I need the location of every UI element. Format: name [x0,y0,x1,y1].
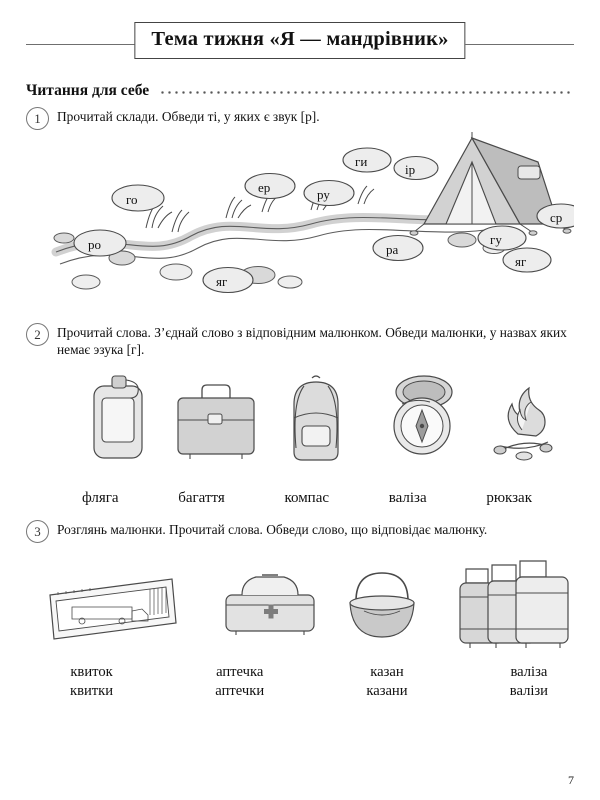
syllable-3[interactable]: яг [216,274,228,289]
word-aptechka[interactable]: аптечка [216,664,264,681]
syllable-4[interactable]: ер [258,180,271,195]
task-3 [26,519,574,543]
task-3-instruction: Розглянь малюнки. Прочитай слова. Обведи слово, що відповідає малюнку. [57,522,488,538]
camp-scene-svg [26,132,574,312]
word-flyaha[interactable]: фляга [82,490,119,507]
syllable-7[interactable]: ір [405,162,416,177]
word-column-kazan [366,663,407,699]
word-column-kvytok [70,663,113,699]
syllable-10[interactable]: ср [550,210,563,225]
backpack-icon [294,376,338,460]
syllable-6[interactable]: ги [355,154,368,169]
exercise-1-illustration [26,132,574,312]
page-title-box [134,22,465,59]
exercise-3-word-columns [26,663,574,699]
compass-icon [394,376,452,454]
task-1-number: 1 [26,107,49,130]
section-heading-label: Читання для себе [26,82,150,99]
syllable-5[interactable]: ру [317,187,330,202]
word-valiza[interactable]: валіза [388,490,427,507]
word-valizy[interactable]: валізи [509,682,548,699]
suitcase-icon [178,385,254,459]
campfire-icon [494,388,552,460]
word-kompas[interactable]: компас [284,490,330,507]
task-2-instruction: Прочитай слова. З’єднай слово з відповідним малюнком. Обведи малюнки, у назвах яких немає эзука [г]. [57,325,567,358]
exercise-2-word-list [26,490,574,507]
task-2-number: 2 [26,323,49,346]
word-ryukzak[interactable]: рюкзак [486,490,532,507]
train-ticket-icon [50,579,176,639]
first-aid-kit-icon [226,575,314,635]
page-title: Тема тижня «Я — мандрівник» [151,28,449,50]
task-2 [26,322,574,358]
syllable-11[interactable]: яг [515,254,527,269]
flask-icon [94,376,142,458]
syllable-2[interactable]: ро [88,237,101,252]
word-column-aptechka [215,663,264,699]
word-kvytok[interactable]: квиток [70,664,113,681]
section-dotted-rule [159,91,574,94]
section-heading [26,82,574,100]
task-1-instruction: Прочитай склади. Обведи ті, у яких є звук [р]. [57,109,320,124]
page-number: 7 [568,773,574,787]
syllable-8[interactable]: ра [386,242,399,257]
suitcases-icon [460,561,568,648]
task-1 [26,106,574,130]
syllable-9[interactable]: гу [490,232,502,247]
exercise-3-pictures [26,549,574,657]
page-title-banner [26,22,574,68]
word-kazan[interactable]: казан [370,664,404,681]
word-bahattya[interactable]: багаття [178,490,225,507]
word-kvytky[interactable]: квитки [70,682,114,699]
exercise-2-pictures [26,364,574,482]
task-3-number: 3 [26,520,49,543]
cauldron-icon [350,573,414,637]
word-column-valiza [510,663,548,699]
syllable-1[interactable]: го [126,192,138,207]
word-aptechky[interactable]: аптечки [215,682,265,699]
word-kazany[interactable]: казани [366,682,408,699]
word-valiza-3[interactable]: валіза [510,664,548,681]
